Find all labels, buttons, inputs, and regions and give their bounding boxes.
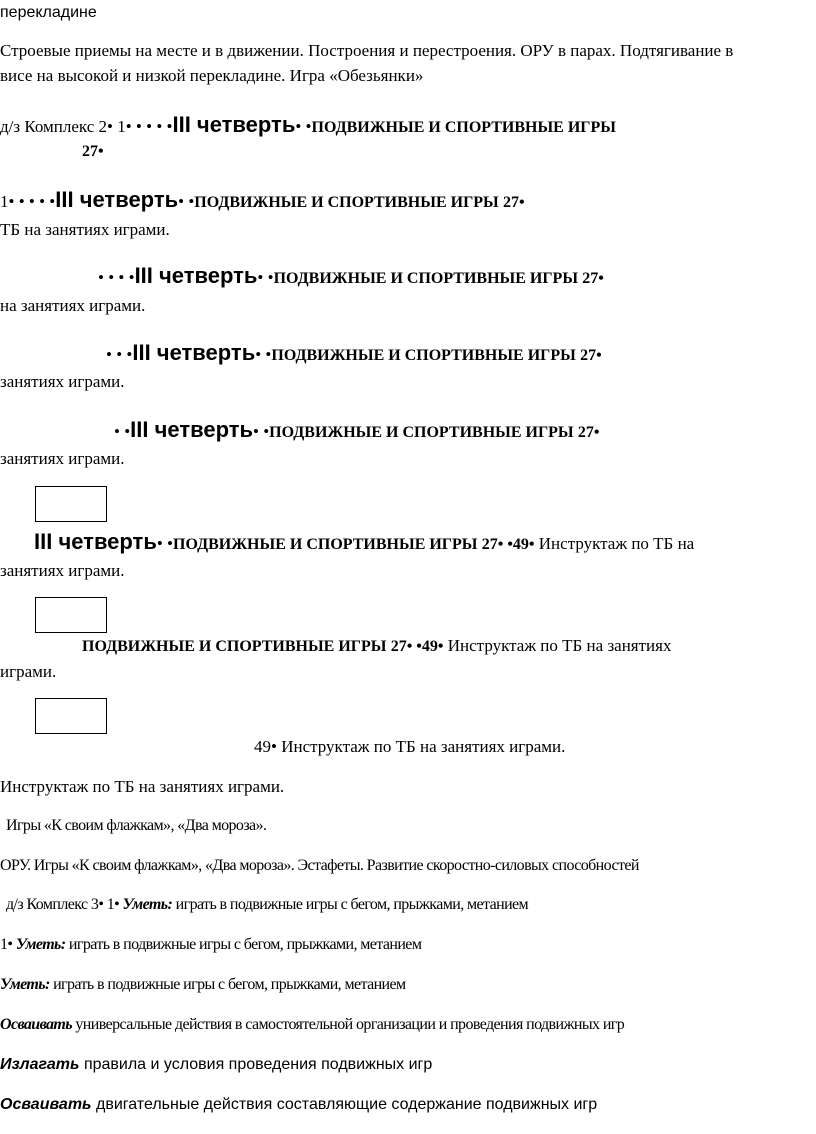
skill-text: двигательные действия составляющие содержание подвижных игр (96, 1096, 598, 1113)
section-heading: ПОДВИЖНЫЕ И СПОРТИВНЫЕ ИГРЫ (311, 119, 616, 136)
quarter-heading: III четверть (55, 187, 179, 212)
text-line: занятиях играми. (0, 372, 125, 391)
quarter-heading: III четверть (132, 340, 256, 365)
overlap-row (98, 263, 604, 289)
overlap-row (114, 417, 599, 443)
skills-row (0, 1016, 624, 1034)
lesson-number: 27• •49• (481, 536, 535, 553)
text-line: Инструктаж по ТБ на занятиях играми. (0, 777, 285, 796)
overlap-row (82, 636, 671, 656)
empty-cell (35, 486, 107, 522)
skill-text: играть в подвижные игры с бегом, прыжками, метанием (68, 936, 422, 953)
quarter-heading: III четверть (134, 263, 258, 288)
skill-text: правила и условия проведения подвижных игр (83, 1056, 433, 1073)
skill-verb: Излагать (0, 1056, 80, 1073)
overlap-row (254, 737, 565, 757)
instruction-text: Инструктаж по ТБ на занятиях играми. (281, 737, 566, 756)
paragraph-line: висе на высокой и низкой перекладине. Игра «Обезьянки» (0, 66, 424, 85)
text-line: занятиях играми. (0, 561, 125, 580)
empty-cell (35, 597, 107, 633)
lesson-number: 27• •49• (390, 638, 444, 655)
empty-cell (35, 698, 107, 734)
lesson-number: 27• (502, 194, 525, 211)
overlap-row (0, 187, 525, 213)
text-line: на занятиях играми. (0, 296, 146, 315)
bullet-separator: • • (178, 192, 195, 211)
bullet-prefix: 1• • • • • (0, 192, 56, 211)
section-heading: ПОДВИЖНЫЕ И СПОРТИВНЫЕ ИГРЫ (173, 536, 478, 553)
text-line: ТБ на занятиях играми. (0, 220, 170, 239)
lesson-number: 27• (582, 270, 604, 287)
quarter-heading: III четверть (34, 529, 157, 554)
homework-label: д/з Комплекс 3• 1• (6, 896, 120, 913)
overlap-row (0, 112, 616, 138)
bullet-prefix: 1• (0, 936, 13, 953)
bullet-prefix: • • • • (98, 268, 135, 287)
section-heading: ПОДВИЖНЫЕ И СПОРТИВНЫЕ ИГРЫ (269, 424, 574, 441)
bullet-separator: • • (255, 345, 272, 364)
section-heading: ПОДВИЖНЫЕ И СПОРТИВНЫЕ ИГРЫ (271, 347, 576, 364)
quarter-heading: III четверть (130, 417, 254, 442)
lesson-number: 49• (254, 737, 277, 756)
section-heading: ПОДВИЖНЫЕ И СПОРТИВНЫЕ ИГРЫ (273, 270, 579, 287)
skills-row (6, 896, 528, 914)
section-heading: ПОДВИЖНЫЕ И СПОРТИВНЫЕ ИГРЫ (194, 194, 499, 211)
skill-verb: Осваивать (0, 1016, 72, 1033)
bullet-separator: • • (295, 117, 312, 136)
section-heading: ПОДВИЖНЫЕ И СПОРТИВНЫЕ ИГРЫ (82, 638, 387, 655)
bullet-separator: • • (253, 422, 270, 441)
lesson-number: 27• (580, 347, 602, 364)
skill-verb: Уметь: (122, 896, 173, 913)
lesson-number: 27• (82, 143, 104, 160)
text-line: Игры «К своим флажкам», «Два мороза». (6, 817, 267, 834)
homework-label: д/з Комплекс 2• 1• • • • • (0, 117, 173, 136)
skill-text: играть в подвижные игры с бегом, прыжками, метанием (53, 976, 406, 993)
quarter-heading: III четверть (172, 112, 296, 137)
text-line: играми. (0, 662, 57, 681)
overlap-row (34, 529, 694, 555)
bullet-separator: • • (257, 268, 274, 287)
skills-row (0, 976, 406, 994)
instruction-text: Инструктаж по ТБ на занятиях (447, 636, 672, 655)
skills-row (0, 936, 421, 954)
skill-verb: Уметь: (0, 976, 50, 993)
lesson-number: 27• (577, 424, 600, 441)
skills-row (0, 1096, 597, 1114)
skill-verb: Осваивать (0, 1096, 92, 1113)
bullet-prefix: • • (114, 422, 131, 441)
instruction-text: Инструктаж по ТБ на (538, 534, 695, 553)
skill-verb: Уметь: (15, 936, 66, 953)
text-line: занятиях играми. (0, 449, 125, 468)
bullet-prefix: • • • (106, 345, 133, 364)
skills-row (0, 1056, 432, 1074)
overlap-row (106, 340, 602, 366)
paragraph-line: Строевые приемы на месте и в движении. Построения и перестроения. ОРУ в парах. Подтягивание в (0, 41, 734, 60)
text-line: перекладине (0, 4, 97, 21)
skill-text: играть в подвижные игры с бегом, прыжками, метанием (175, 896, 529, 913)
skill-text: универсальные действия в самостоятельной организации и проведения подвижных игр (75, 1016, 625, 1033)
bullet-separator: • • (156, 534, 174, 553)
text-line: ОРУ. Игры «К своим флажкам», «Два мороза». Эстафеты. Развитие скоростно-силовых способностей (0, 857, 639, 874)
